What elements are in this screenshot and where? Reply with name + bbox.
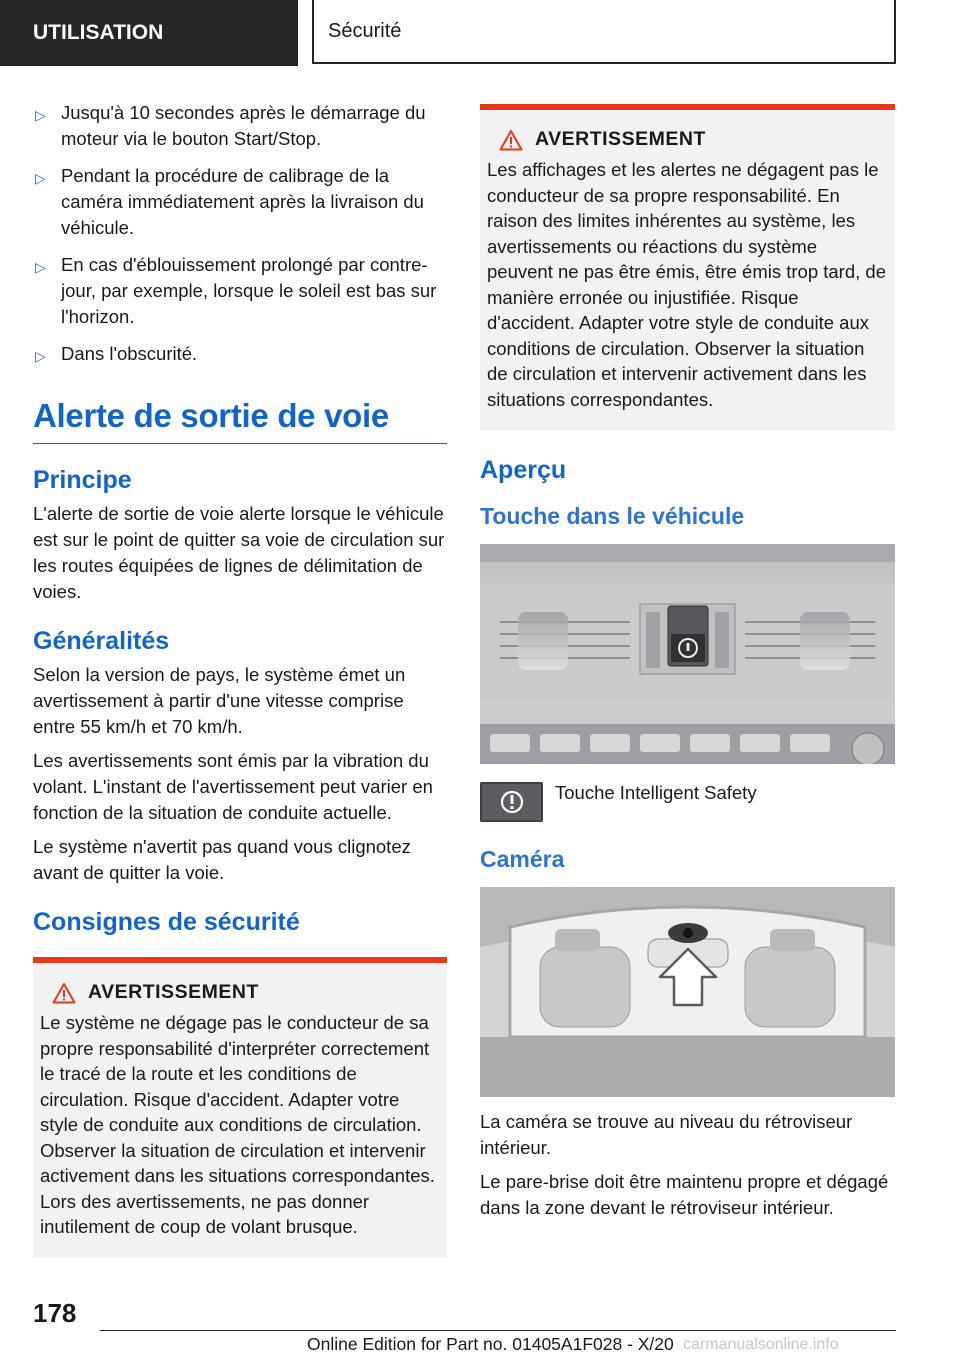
camera-heading: Caméra: [480, 846, 565, 872]
legend-text: Touche Intelligent Safety: [555, 782, 757, 803]
warning-box: [480, 104, 895, 430]
bullet-list: [33, 100, 447, 367]
list-item: ▷ Jusqu'à 10 secondes après le démarrage du moteur via le bouton Start/Stop.: [35, 102, 426, 149]
consignes-heading: Consignes de sécurité: [33, 908, 300, 936]
principe-heading: Principe: [33, 466, 132, 494]
chapter-title: Sécurité: [312, 0, 896, 64]
section-tab: UTILISATION: [0, 0, 298, 66]
triangle-bullet-icon: ▷: [35, 107, 46, 123]
section-title: Alerte de sortie de voie: [33, 397, 447, 444]
camera-paragraph: La caméra se trouve au niveau du rétroviseur intérieur.: [480, 1111, 853, 1158]
triangle-bullet-icon: ▷: [35, 348, 46, 364]
generalites-paragraph: Les avertissements sont émis par la vibration du volant. L'instant de l'avertissement peut varier en fonction de la situation de conduite actuelle.: [33, 750, 433, 823]
generalites-heading: Généralités: [33, 627, 170, 655]
right-column: [480, 104, 895, 1229]
edition-text: Online Edition for Part no. 01405A1F028 - X/20: [307, 1334, 674, 1354]
camera-location-photo: [480, 887, 895, 1097]
warning-box: [33, 957, 447, 1258]
warning-triangle-icon: [499, 129, 523, 151]
watermark: carmanualsonline.info: [683, 1336, 839, 1353]
touche-heading: Touche dans le véhicule: [480, 503, 745, 529]
page-header: [0, 0, 960, 66]
list-item: ▷ Dans l'obscurité.: [33, 341, 447, 367]
triangle-bullet-icon: ▷: [35, 259, 46, 275]
warning-text: Le système ne dégage pas le conducteur de sa propre responsabilité d'interpréter correctement le tracé de la route et les conditions de circulation. Risque d'accident. Adapter votre style de conduite aux conditions de circulation. Observer la situation de circulation et intervenir activement dans les situations correspondantes. Lors des avertissements, ne pas donner inutilement de coup de volant brusque.: [40, 1012, 435, 1237]
button-legend: [480, 782, 895, 822]
camera-paragraph: Le pare-brise doit être maintenu propre et dégagé dans la zone devant le rétroviseur intérieur.: [480, 1171, 889, 1218]
warning-triangle-icon: [52, 982, 76, 1004]
generalites-paragraph: Le système n'avertit pas quand vous clignotez avant de quitter la voie.: [33, 836, 411, 883]
principe-text: L'alerte de sortie de voie alerte lorsque le véhicule est sur le point de quitter sa voie de circulation sur les routes équipées de lignes de délimitation de voies.: [33, 503, 445, 602]
warning-text: Les affichages et les alertes ne dégagent pas le conducteur de sa propre responsabilité. En raison des limites inhérentes au système, les avertissements ou réactions du système peuvent ne pas être émis, être émis trop tard, de manière erronée ou injustifiée. Risque d'accident. Adapter votre style de conduite aux conditions de circulation. Observer la situation de circulation et intervenir activement dans les situations correspondantes.: [487, 159, 886, 410]
apercu-heading: Aperçu: [480, 456, 567, 484]
triangle-bullet-icon: ▷: [35, 170, 46, 186]
list-item: ▷ Pendant la procédure de calibrage de la caméra immédiatement après la livraison du véhicule.: [35, 165, 424, 238]
footer-divider: [100, 1330, 896, 1331]
page-number: 178: [33, 1298, 77, 1328]
warning-title: AVERTISSEMENT: [535, 128, 706, 150]
left-column: [33, 100, 447, 1258]
dashboard-button-photo: [480, 544, 895, 764]
list-item: ▷ En cas d'éblouissement prolongé par contre-jour, par exemple, lorsque le soleil est bas sur l'horizon.: [35, 254, 437, 327]
intelligent-safety-button-icon: [480, 782, 543, 822]
generalites-paragraph: Selon la version de pays, le système émet un avertissement à partir d'une vitesse comprise entre 55 km/h et 70 km/h.: [33, 664, 406, 737]
warning-title: AVERTISSEMENT: [88, 981, 259, 1003]
